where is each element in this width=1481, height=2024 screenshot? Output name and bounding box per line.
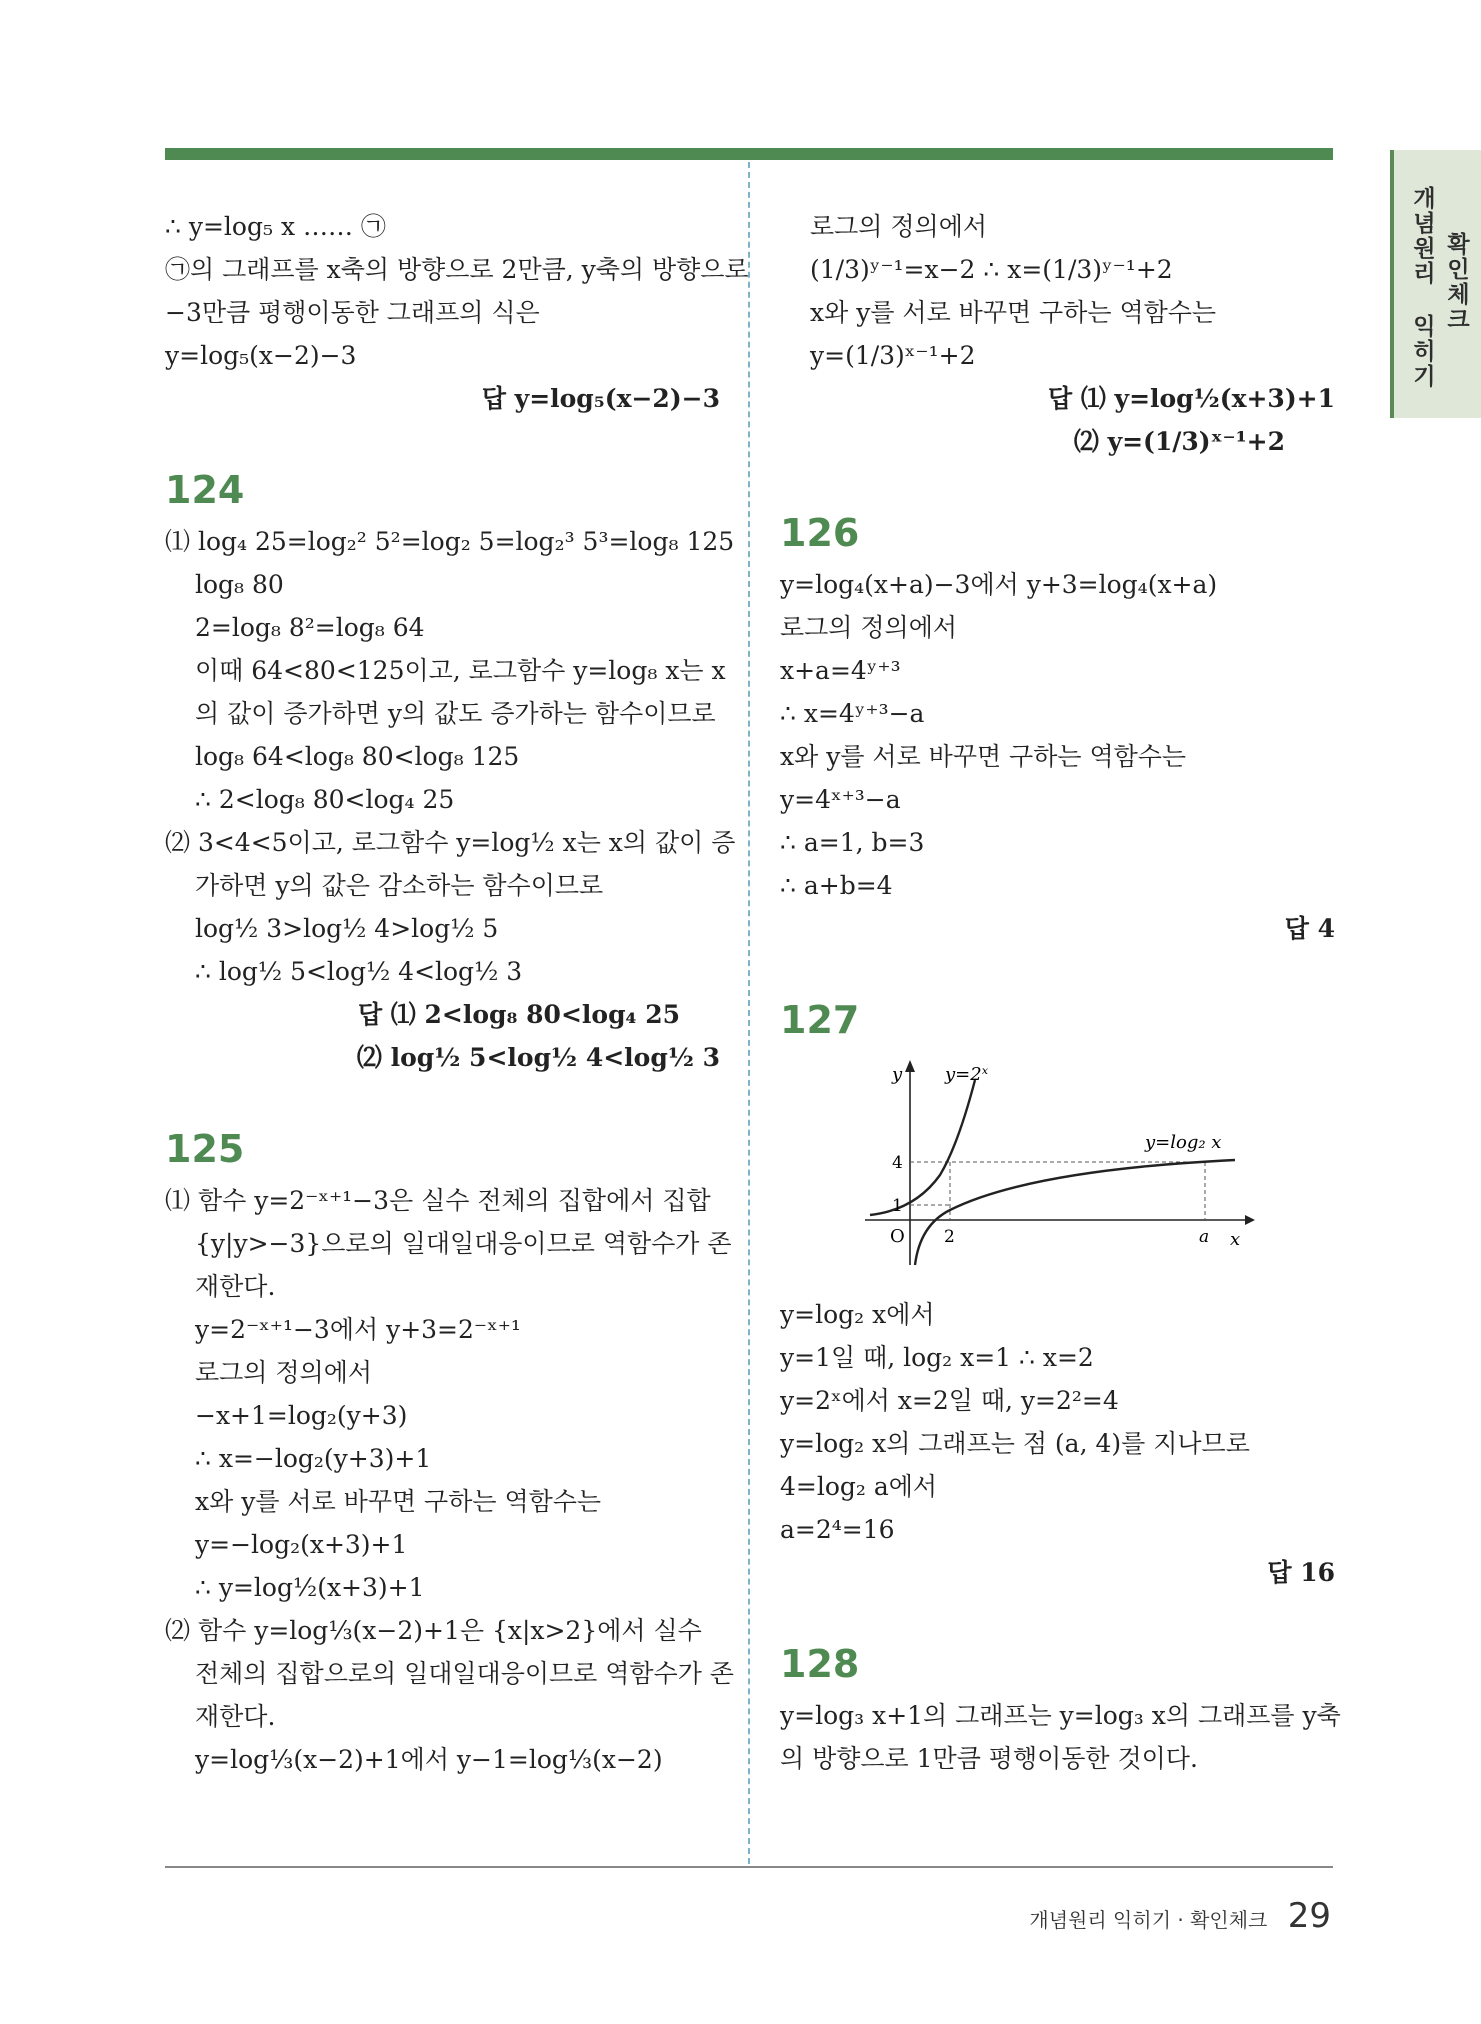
text-line: 이때 64<80<125이고, 로그함수 y=log₈ x는 x	[195, 656, 726, 685]
text-line: y=2ˣ에서 x=2일 때, y=2²=4	[780, 1386, 1119, 1415]
problem-number-125: 125	[165, 1127, 245, 1171]
side-tab-line1: 개념원리 익히기	[1409, 186, 1435, 389]
text-line: 전체의 집합으로의 일대일대응이므로 역함수가 존	[195, 1659, 734, 1688]
log-curve	[915, 1160, 1235, 1265]
text-line: y=4ˣ⁺³−a	[780, 785, 901, 814]
text-line: log₈ 64<log₈ 80<log₈ 125	[195, 742, 520, 771]
x-axis-arrow	[1245, 1215, 1255, 1225]
answer: 답 ⑴ y=log½(x+3)+1	[1047, 384, 1335, 413]
page-footer	[1029, 1896, 1331, 1936]
answer: ⑵ log½ 5<log½ 4<log½ 3	[356, 1043, 720, 1072]
tick-label-a: a	[1199, 1227, 1210, 1247]
y-axis-arrow	[905, 1060, 915, 1072]
text-line: ∴ x=−log₂(y+3)+1	[195, 1444, 432, 1473]
answer: 답 y=log₅(x−2)−3	[481, 384, 720, 413]
problem-number-127: 127	[780, 998, 860, 1042]
text-line: −x+1=log₂(y+3)	[195, 1401, 408, 1430]
text-line: 로그의 정의에서	[195, 1358, 372, 1387]
text-line: y=log⅓(x−2)+1에서 y−1=log⅓(x−2)	[195, 1745, 663, 1774]
problem-number-124: 124	[165, 468, 245, 512]
text-line: ㉠의 그래프를 x축의 방향으로 2만큼, y축의 방향으로	[165, 255, 749, 284]
answer: 답 4	[1284, 914, 1335, 943]
text-line: ⑴ 함수 y=2⁻ˣ⁺¹−3은 실수 전체의 집합에서 집합	[165, 1186, 711, 1215]
text-line: ∴ a=1, b=3	[780, 828, 925, 857]
side-tab	[1390, 150, 1481, 418]
text-line: x와 y를 서로 바꾸면 구하는 역함수는	[195, 1487, 602, 1516]
text-line: x와 y를 서로 바꾸면 구하는 역함수는	[780, 742, 1187, 771]
answer: 답 ⑴ 2<log₈ 80<log₄ 25	[357, 1000, 680, 1029]
top-rule	[165, 148, 1333, 160]
exp-curve-label: y=2ˣ	[945, 1064, 989, 1085]
text-line: 4=log₂ a에서	[780, 1472, 938, 1501]
x-axis-label: x	[1230, 1229, 1241, 1250]
text-line: y=(1/3)ˣ⁻¹+2	[810, 341, 976, 370]
text-line: ∴ 2<log₈ 80<log₄ 25	[195, 785, 455, 814]
text-line: y=log₅(x−2)−3	[165, 341, 357, 370]
text-line: ⑴ log₄ 25=log₂² 5²=log₂ 5=log₂³ 5³=log₈ 125	[165, 527, 735, 556]
text-line: 2=log₈ 8²=log₈ 64	[195, 613, 425, 642]
problem-number-128: 128	[780, 1642, 860, 1686]
text-line: y=−log₂(x+3)+1	[195, 1530, 408, 1559]
left-column	[165, 205, 749, 1781]
text-line: y=log₄(x+a)−3에서 y+3=log₄(x+a)	[780, 570, 1218, 599]
text-line: −3만큼 평행이동한 그래프의 식은	[165, 298, 540, 327]
bottom-rule	[165, 1866, 1333, 1868]
tick-label-2: 2	[944, 1227, 955, 1247]
text-line: y=log₂ x의 그래프는 점 (a, 4)를 지나므로	[780, 1429, 1250, 1458]
text-line: y=log₂ x에서	[780, 1300, 935, 1329]
page-number: 29	[1287, 1896, 1331, 1936]
text-line: 로그의 정의에서	[780, 613, 957, 642]
text-line: ∴ a+b=4	[780, 871, 893, 900]
text-line: log₈ 80	[195, 570, 284, 599]
text-line: {y|y>−3}으로의 일대일대응이므로 역함수가 존	[195, 1229, 732, 1258]
footer-label: 개념원리 익히기 · 확인체크	[1029, 1908, 1268, 1932]
text-line: y=1일 때, log₂ x=1 ∴ x=2	[780, 1343, 1094, 1372]
right-column	[780, 205, 1341, 1780]
origin-label: O	[890, 1226, 905, 1247]
text-line: 로그의 정의에서	[810, 212, 987, 241]
column-divider	[748, 162, 750, 1864]
text-line: 가하면 y의 값은 감소하는 함수이므로	[195, 871, 604, 900]
tick-label-1: 1	[892, 1196, 903, 1216]
log-exp-graph	[780, 1050, 1335, 1280]
text-line: x와 y를 서로 바꾸면 구하는 역함수는	[810, 298, 1217, 327]
text-line: 재한다.	[195, 1702, 276, 1731]
text-line: ∴ y=log₅ x …… ㉠	[165, 212, 386, 241]
text-line: y=log₃ x+1의 그래프는 y=log₃ x의 그래프를 y축	[780, 1701, 1341, 1730]
answer: 답 16	[1267, 1558, 1335, 1587]
problem-number-126: 126	[780, 511, 860, 555]
text-line: log½ 3>log½ 4>log½ 5	[195, 914, 499, 943]
text-line: x+a=4ʸ⁺³	[780, 656, 901, 685]
text-line: 의 값이 증가하면 y의 값도 증가하는 함수이므로	[195, 699, 716, 728]
text-line: ⑵ 3<4<5이고, 로그함수 y=log½ x는 x의 값이 증	[165, 828, 736, 857]
side-tab-line2: 확인체크	[1443, 232, 1469, 332]
exp-curve	[870, 1080, 975, 1215]
log-curve-label: y=log₂ x	[1145, 1132, 1222, 1153]
text-line: (1/3)ʸ⁻¹=x−2 ∴ x=(1/3)ʸ⁻¹+2	[810, 255, 1173, 284]
text-line: ∴ log½ 5<log½ 4<log½ 3	[195, 957, 523, 986]
text-line: ⑵ 함수 y=log⅓(x−2)+1은 {x|x>2}에서 실수	[165, 1616, 702, 1645]
text-line: 의 방향으로 1만큼 평행이동한 것이다.	[780, 1744, 1198, 1773]
text-line: ∴ y=log½(x+3)+1	[195, 1573, 425, 1602]
text-line: ∴ x=4ʸ⁺³−a	[780, 699, 925, 728]
y-axis-label: y	[892, 1064, 903, 1085]
answer: ⑵ y=(1/3)ˣ⁻¹+2	[1073, 427, 1285, 456]
text-line: a=2⁴=16	[780, 1515, 895, 1544]
text-line: 재한다.	[195, 1272, 276, 1301]
tick-label-4: 4	[892, 1153, 903, 1173]
text-line: y=2⁻ˣ⁺¹−3에서 y+3=2⁻ˣ⁺¹	[195, 1315, 521, 1344]
